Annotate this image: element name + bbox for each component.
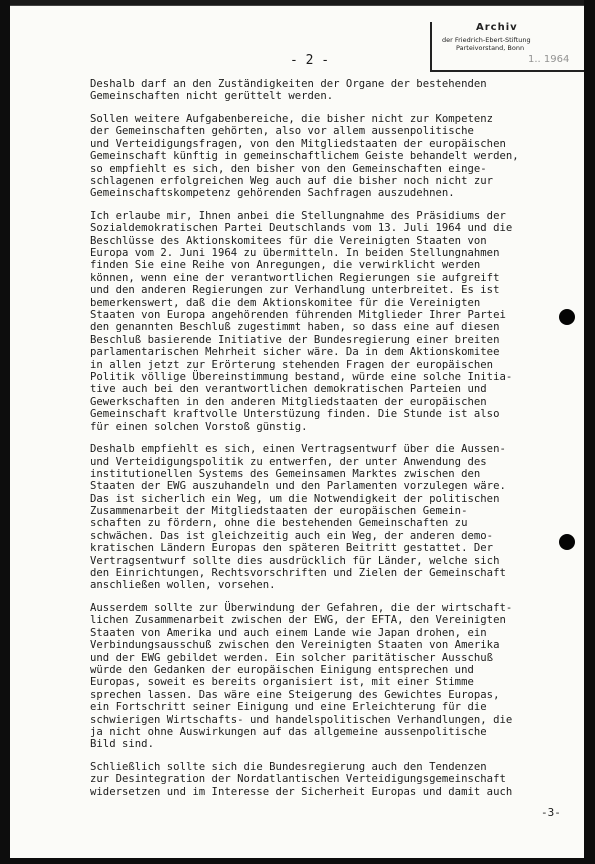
text-line: schaften zu fördern, ohne die bestehenden Gemeinschaften zu (90, 517, 468, 530)
text-line: kratischen Ländern Europas den späteren Beitritt gestattet. Der (90, 542, 494, 555)
letter-body (90, 78, 570, 798)
text-line: parlamentarischen Mehrheit sicher wäre. Da in dem Aktionskomitee (90, 346, 500, 359)
text-line: Staaten der EWG auszuhandeln und den Parlamenten vorzulegen wäre. (90, 480, 506, 493)
text-line: Staaten von Europa angehörenden führenden Mitglieder Ihrer Partei (90, 309, 506, 322)
text-line: Vertragsentwurf sollte dies ausdrücklich für Länder, welche sich (90, 554, 500, 567)
punch-hole-lower (559, 534, 575, 550)
text-line: schlagenen erfolgreichen Weg auch auf die bisher noch nicht zur (90, 174, 494, 187)
text-line: Politik völlige Übereinstimmung bestand, würde eine solche Initia- (90, 370, 513, 383)
paragraph-gap (90, 433, 570, 443)
text-line: schwächen. Das ist gleichzeitig auch ein Weg, der anderen demo- (90, 529, 494, 542)
text-line: können, wenn eine der verantwortlichen Regierungen sie aufgreift (90, 271, 500, 284)
text-line: ein Fortschritt seiner Einigung und eine Erleichterung für die (90, 701, 487, 714)
text-line: Staaten von Amerika und auch einem Lande wie Japan drohen, ein (90, 626, 487, 639)
next-page-marker: -3- (541, 806, 561, 819)
text-line: Europas, soweit es bereits organisiert ist, mit einer Stimme (90, 676, 474, 689)
text-line: anschließen wollen, vorsehen. (90, 579, 276, 592)
text-line: der Gemeinschaften gehörten, also vor allem aussenpolitische (90, 125, 474, 138)
text-line: so empfiehlt es sich, den bisher von den Gemeinschaften einge- (90, 162, 487, 175)
stamp-date: 1.. 1964 (528, 54, 570, 65)
document-page (10, 6, 584, 858)
archive-stamp (430, 22, 595, 72)
text-line: Schließlich sollte sich die Bundesregierung auch den Tendenzen (90, 760, 487, 773)
stamp-line-2: Parteivorstand, Bonn (456, 44, 525, 52)
text-line: Bild sind. (90, 738, 154, 751)
text-line: ja nicht ohne Auswirkungen auf das allgemeine aussenpolitische (90, 725, 487, 738)
scan-border-left (0, 0, 10, 864)
text-line: den Einrichtungen, Rechtsvorschriften und Zielen der Gemeinschaft (90, 567, 506, 580)
paragraph-gap (90, 200, 570, 210)
text-line: widersetzen und im Interesse der Sicherheit Europas und damit auch (90, 785, 513, 798)
text-line: zur Desintegration der Nordatlantischen Verteidigungsgemeinschaft (90, 773, 506, 786)
punch-hole-upper (559, 309, 575, 325)
paragraph (90, 113, 570, 200)
paragraph-gap (90, 103, 570, 113)
stamp-line-1: der Friedrich-Ebert-Stiftung (442, 36, 531, 44)
paragraph-gap (90, 592, 570, 602)
text-line: Zusammenarbeit der Mitgliedstaaten der europäischen Gemein- (90, 505, 468, 518)
text-line: Gemeinschaft künftig in gemeinschaftlichem Geiste behandelt werden, (90, 150, 519, 163)
paragraph (90, 210, 570, 433)
text-line: den genannten Beschluß zugestimmt haben, so dass eine auf diesen (90, 321, 500, 334)
paragraph (90, 602, 570, 751)
text-line: Sozialdemokratischen Partei Deutschlands vom 13. Juli 1964 und die (90, 222, 513, 235)
text-line: Gemeinschaft kraftvolle Unterstüzung finden. Die Stunde ist also (90, 408, 500, 421)
text-line: bemerkenswert, daß die dem Aktionskomitee für die Vereinigten (90, 296, 481, 309)
text-line: Sollen weitere Aufgabenbereiche, die bisher nicht zur Kompetenz (90, 112, 494, 125)
text-line: Verbindungsausschuß zwischen den Vereinigten Staaten von Amerika (90, 639, 500, 652)
text-line: lichen Zusammenarbeit zwischen der EWG, der EFTA, den Vereinigten (90, 614, 506, 627)
scan-border-right (584, 0, 595, 864)
text-line: Gemeinschaften nicht gerüttelt werden. (90, 90, 334, 103)
text-line: Ich erlaube mir, Ihnen anbei die Stellungnahme des Präsidiums der (90, 209, 506, 222)
text-line: und Verteidigungsfragen, von den Mitgliedstaaten der europäischen (90, 137, 506, 150)
text-line: für einen solchen Vorstoß günstig. (90, 420, 308, 433)
text-line: sprechen lassen. Das wäre eine Steigerung des Gewichtes Europas, (90, 688, 500, 701)
text-line: und Verteidigungspolitik zu entwerfen, der unter Anwendung des (90, 455, 487, 468)
text-line: Deshalb darf an den Zuständigkeiten der Organe der bestehenden (90, 78, 487, 90)
text-line: institutionellen Systems des Gemeinsamen Marktes zwischen den (90, 467, 481, 480)
text-line: Gewerkschaften in den anderen Mitgliedstaaten der europäischen (90, 395, 487, 408)
scan-border-bottom (0, 858, 595, 864)
text-line: Beschluß basierende Initiative der Bundesregierung einer breiten (90, 333, 500, 346)
text-line: Gemeinschaftskompetenz gehörenden Sachfragen auszudehnen. (90, 187, 455, 200)
text-line: Deshalb empfiehlt es sich, einen Vertragsentwurf über die Aussen- (90, 443, 506, 456)
text-line: würde den Gedanken der europäischen Einigung entsprechen und (90, 663, 474, 676)
text-line: schwierigen Wirtschafts- und handelspolitischen Verhandlungen, die (90, 713, 513, 726)
stamp-title: Archiv (476, 22, 518, 33)
text-line: finden Sie eine Reihe von Anregungen, die verwirklicht werden (90, 259, 481, 272)
text-line: Ausserdem sollte zur Überwindung der Gefahren, die der wirtschaft- (90, 601, 513, 614)
paragraph (90, 761, 570, 798)
paragraph (90, 78, 570, 103)
page-number: - 2 - (290, 53, 330, 68)
text-line: Europa vom 2. Juni 1964 zu übermitteln. In beiden Stellungnahmen (90, 247, 500, 260)
text-line: und der EWG gebildet werden. Ein solcher paritätischer Ausschuß (90, 651, 494, 664)
text-line: Beschlüsse des Aktionskomitees für die Vereinigten Staaten von (90, 234, 487, 247)
text-line: und den anderen Regierungen zur Verhandlung unterbreitet. Es ist (90, 284, 500, 297)
text-line: tive auch bei den verantwortlichen demokratischen Parteien und (90, 383, 487, 396)
paragraph-gap (90, 751, 570, 761)
text-line: in allen jetzt zur Erörterung stehenden Fragen der europäischen (90, 358, 494, 371)
paragraph (90, 443, 570, 592)
text-line: Das ist sicherlich ein Weg, um die Notwendigkeit der politischen (90, 492, 500, 505)
